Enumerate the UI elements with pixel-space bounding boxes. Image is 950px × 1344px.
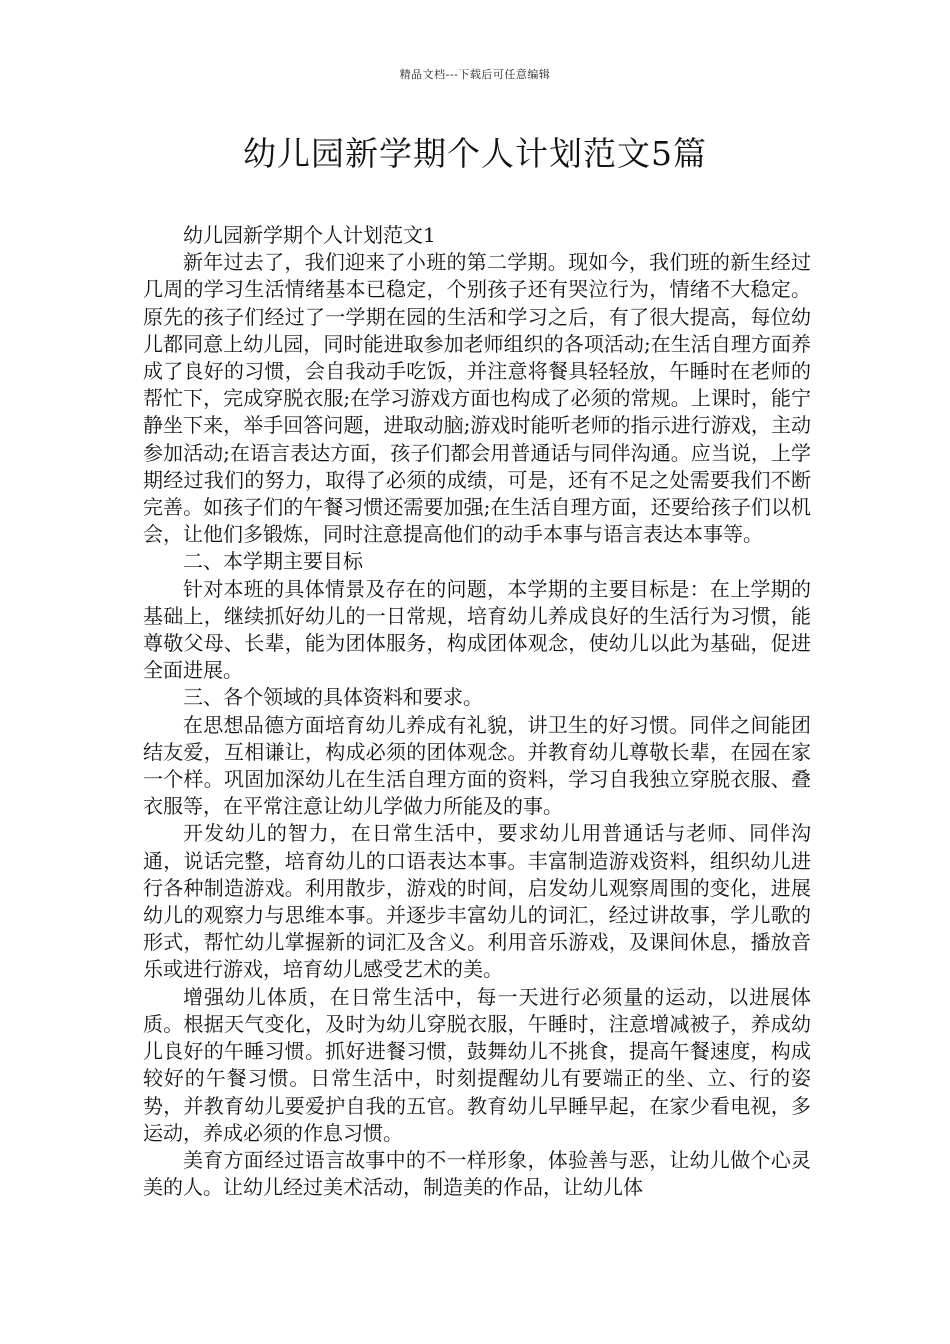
heading-main-goals: 二、本学期主要目标 [183, 549, 363, 574]
paragraph-physical-health: 增强幼儿体质，在日常生活中，每一天进行必须量的运动，以进展体质。根据天气变化，及时为幼儿穿脱衣服，午睡时，注意增减被子，养成幼儿良好的午睡习惯。抓好进餐习惯，鼓舞幼儿不挑食，提高午餐速度，构成较好的午餐习惯。日常生活中，时刻提醒幼儿有要端正的坐、立、行的姿势，并教育幼儿要爱护自我的五官。教育幼儿早睡早起，在家少看电视，多运动，养成必须的作息习惯。 [143, 984, 811, 1145]
section-heading: 幼儿园新学期个人计划范文1 [183, 223, 436, 247]
paragraph-goals: 针对本班的具体情景及存在的问题，本学期的主要目标是：在上学期的基础上，继续抓好幼儿的一日常规，培育幼儿养成良好的生活行为习惯，能尊敬父母、长辈，能为团体服务，构成团体观念，使幼儿以此为基础，促进全面进展。 [143, 576, 811, 683]
heading-domains: 三、各个领域的具体资料和要求。 [183, 685, 483, 710]
document-body [143, 222, 811, 1201]
paragraph-intro: 新年过去了，我们迎来了小班的第二学期。现如今，我们班的新生经过几周的学习生活情绪基本已稳定，个别孩子还有哭泣行为，情绪不大稳定。原先的孩子们经过了一学期在园的生活和学习之后，有了很大提高，每位幼儿都同意上幼儿园，同时能进取参加老师组织的各项活动;在生活自理方面养成了良好的习惯，会自我动手吃饭，并注意将餐具轻轻放，午睡时在老师的帮忙下，完成穿脱衣服;在学习游戏方面也构成了必须的常规。上课时，能宁静坐下来，举手回答问题，进取动脑;游戏时能听老师的指示进行游戏，主动参加活动;在语言表达方面，孩子们都会用普通话与同伴沟通。应当说，上学期经过我们的努力，取得了必须的成绩，可是，还有不足之处需要我们不断完善。如孩子们的午餐习惯还需要加强;在生活自理方面，还要给孩子们以机会，让他们多锻炼，同时注意提高他们的动手本事与语言表达本事等。 [143, 250, 811, 547]
document-title: 幼儿园新学期个人计划范文5篇 [243, 134, 707, 173]
paragraph-moral-education: 在思想品德方面培育幼儿养成有礼貌，讲卫生的好习惯。同伴之间能团结友爱，互相谦让，构成必须的团体观念。并教育幼儿尊敬长辈，在园在家一个样。巩固加深幼儿在生活自理方面的资料，学习自我独立穿脱衣服、叠衣服等，在平常注意让幼儿学做力所能及的事。 [143, 712, 811, 819]
paragraph-aesthetic-education: 美育方面经过语言故事中的不一样形象，体验善与恶，让幼儿做个心灵美的人。让幼儿经过美术活动，制造美的作品，让幼儿体 [143, 1147, 811, 1200]
paragraph-intellectual-development: 开发幼儿的智力，在日常生活中，要求幼儿用普通话与老师、同伴沟通，说话完整，培育幼儿的口语表达本事。丰富制造游戏资料，组织幼儿进行各种制造游戏。利用散步，游戏的时间，启发幼儿观察周围的变化，进展幼儿的观察力与思维本事。并逐步丰富幼儿的词汇，经过讲故事，学儿歌的形式，帮忙幼儿掌握新的词汇及含义。利用音乐游戏，及课间休息，播放音乐或进行游戏，培育幼儿感受艺术的美。 [143, 821, 811, 982]
header-note: 精品文档---下载后可任意编辑 [399, 68, 551, 81]
